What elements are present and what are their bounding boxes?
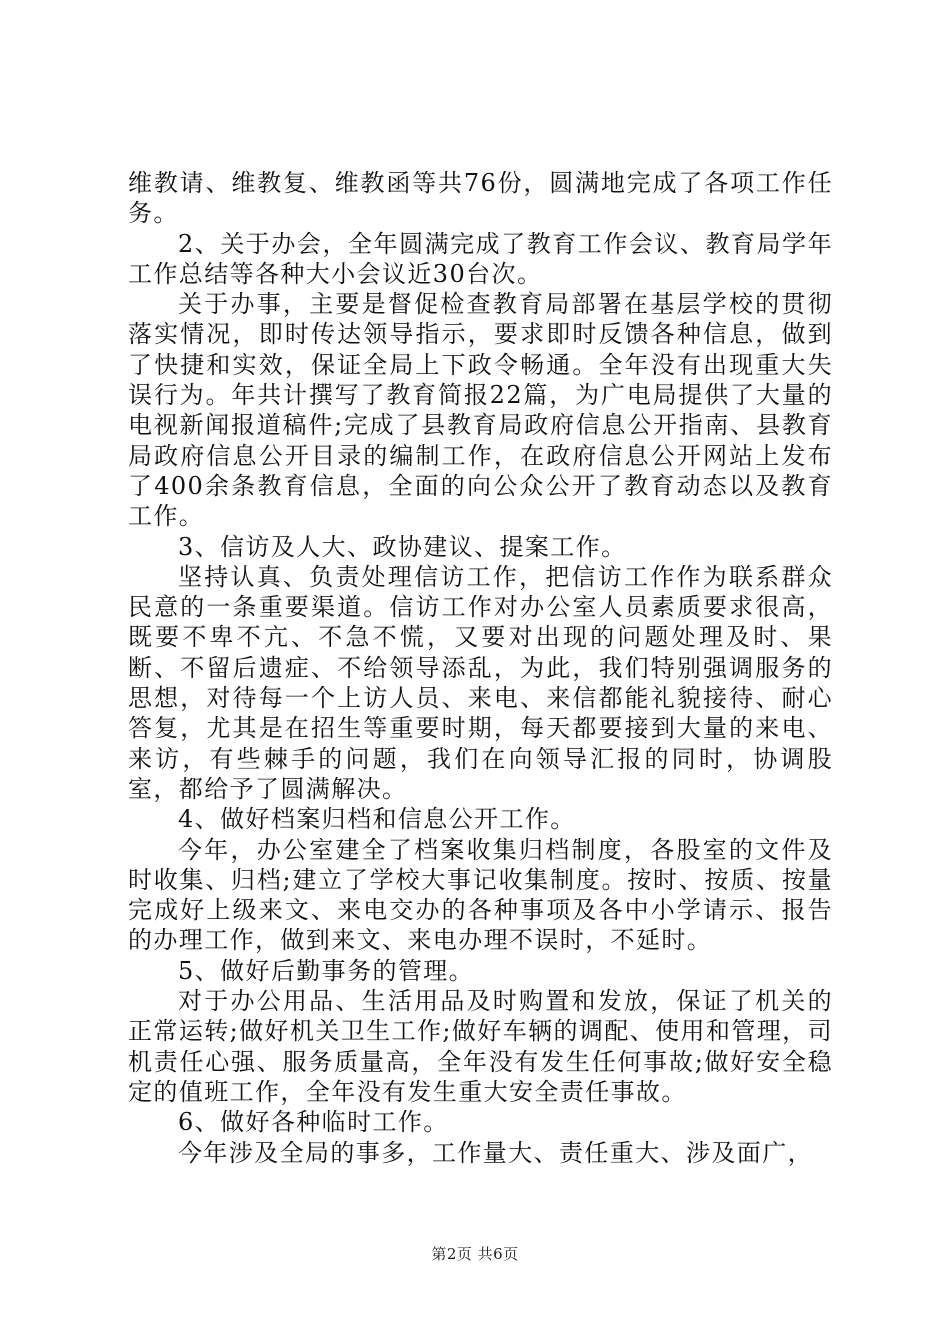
paragraph: 今年，办公室建全了档案收集归档制度，各股室的文件及时收集、归档;建立了学校大事记收集制度。按时、按质、按量完成好上级来文、来电交办的各种事项及各中小学请示、报告的办理工作，做到来文、来电办理不误时，不延时。 [128, 835, 833, 955]
paragraph: 对于办公用品、生活用品及时购置和发放，保证了机关的正常运转;做好机关卫生工作;做好车辆的调配、使用和管理，司机责任心强、服务质量高，全年没有发生任何事故;做好安全稳定的值班工作，全年没有发生重大安全责任事故。 [128, 987, 833, 1106]
document-body [128, 168, 833, 1168]
paragraph: 今年涉及全局的事多，工作量大、责任重大、涉及面广， [178, 1138, 813, 1167]
paragraph: 6、做好各种临时工作。 [178, 1108, 449, 1137]
paragraph: 关于办事，主要是督促检查教育局部署在基层学校的贯彻落实情况，即时传达领导指示，要求即时反馈各种信息，做到了快捷和实效，保证全局上下政令畅通。全年没有出现重大失误行为。年共计撰写了教育简报22篇，为广电局提供了大量的电视新闻报道稿件;完成了县教育局政府信息公开指南、县教育局政府信息公开目录的编制工作，在政府信息公开网站上发布了400余条教育信息，全面的向公众公开了教育动态以及教育工作。 [128, 290, 833, 531]
paragraph: 坚持认真、负责处理信访工作，把信访工作作为联系群众民意的一条重要渠道。信访工作对办公室人员素质要求很高，既要不卑不亢、不急不慌，又要对出现的问题处理及时、果断、不留后遗症、不给领导添乱，为此，我们特别强调服务的思想，对待每一个上访人员、来电、来信都能礼貌接待、耐心答复，尤其是在招生等重要时期，每天都要接到大量的来电、来访，有些棘手的问题，我们在向领导汇报的同时，协调股室，都给予了圆满解决。 [128, 562, 833, 803]
paragraph: 4、做好档案归档和信息公开工作。 [178, 805, 576, 834]
page-footer: 第2页 共6页 [431, 1245, 519, 1263]
paragraph: 3、信访及人大、政协建议、提案工作。 [178, 532, 627, 561]
paragraph: 2、关于办会，全年圆满完成了教育工作会议、教育局学年工作总结等各种大小会议近30台次。 [128, 229, 833, 288]
paragraph: 维教请、维教复、维教函等共76份，圆满地完成了各项工作任务。 [128, 169, 833, 228]
paragraph: 5、做好后勤事务的管理。 [178, 956, 475, 985]
